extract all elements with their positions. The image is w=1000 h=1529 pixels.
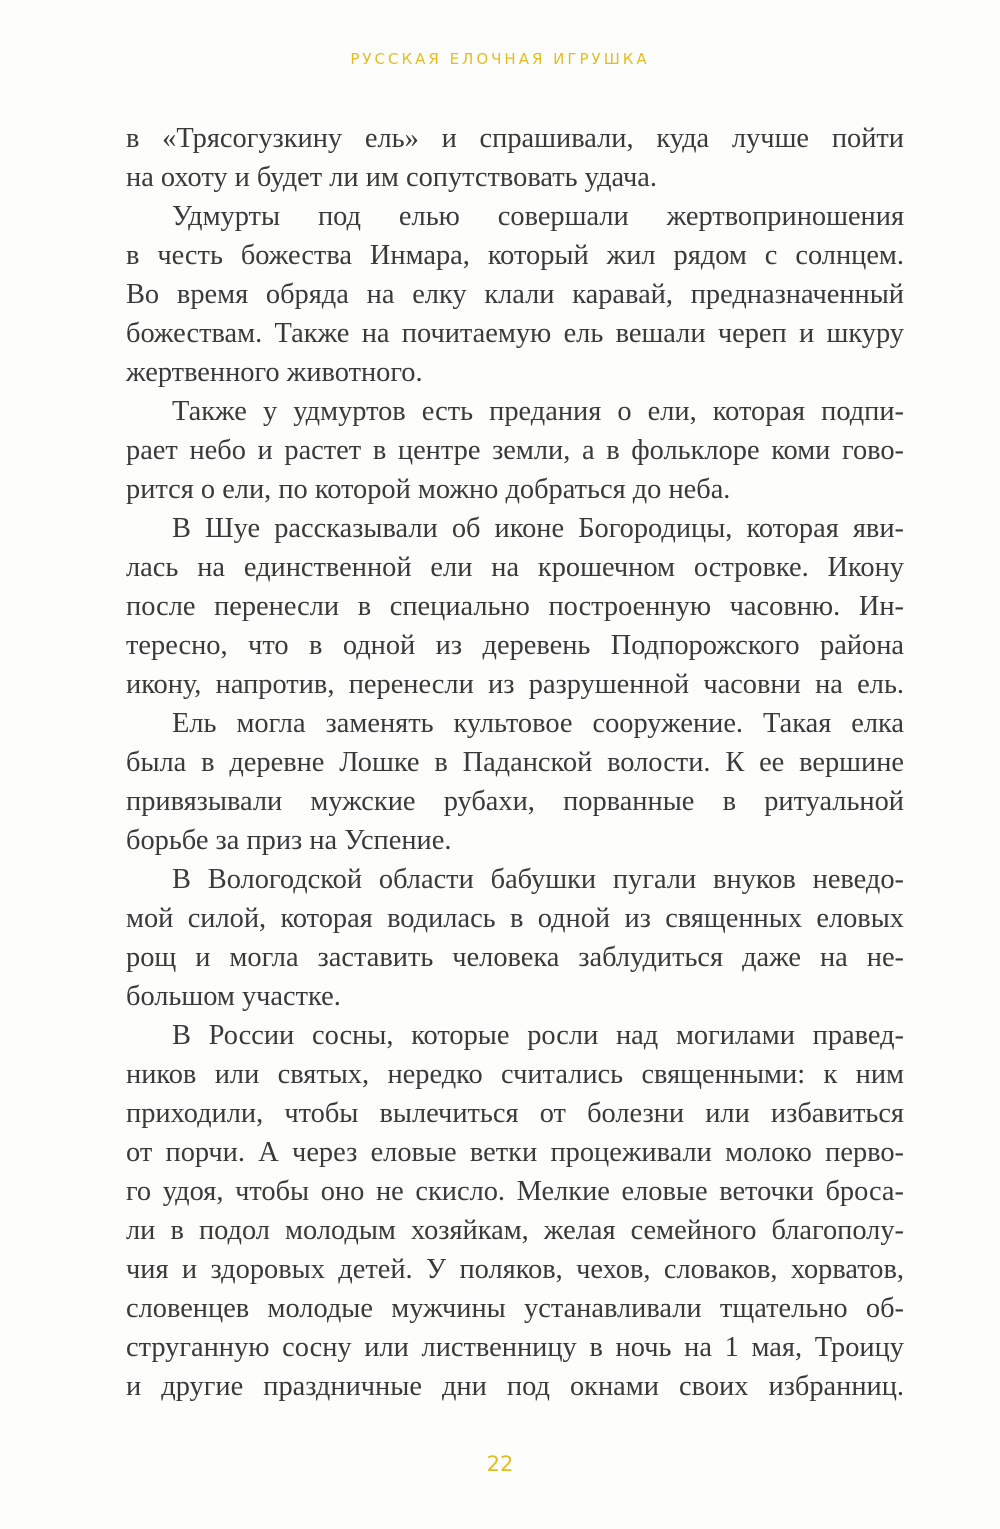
text-line: В Вологодской области бабушки пугали внуков неведо- (172, 864, 904, 895)
paragraph (126, 197, 904, 392)
text-line: жертвенного животного. (126, 357, 423, 388)
text-line: борьбе за приз на Успение. (126, 825, 452, 856)
text-line: приходили, чтобы вылечиться от болезни или избавиться (126, 1098, 904, 1129)
paragraph (126, 119, 904, 197)
text-line: после перенесли в специально построенную часовню. Ин- (126, 591, 904, 622)
text-line: рает небо и растет в центре земли, а в фольклоре коми гово- (126, 435, 904, 466)
text-line: тересно, что в одной из деревень Подпорожского района (126, 630, 904, 661)
text-line: лась на единственной ели на крошечном островке. Икону (126, 552, 904, 583)
text-line: мой силой, которая водилась в одной из священных еловых (126, 903, 904, 934)
text-line: привязывали мужские рубахи, порванные в ритуальной (126, 786, 904, 817)
text-line: рощ и могла заставить человека заблудиться даже на не- (126, 942, 904, 973)
text-line: и другие праздничные дни под окнами своих избранниц. (126, 1371, 904, 1402)
text-line: словенцев молодые мужчины устанавливали тщательно об- (126, 1293, 904, 1324)
text-line: Ель могла заменять культовое сооружение. Такая елка (172, 708, 904, 739)
page-number: 22 (486, 1452, 514, 1476)
text-line: на охоту и будет ли им сопутствовать удача. (126, 162, 657, 193)
text-line: в «Трясогузкину ель» и спрашивали, куда лучше пойти (126, 123, 904, 154)
text-line: ли в подол молодым хозяйкам, желая семейного благополу- (126, 1215, 904, 1246)
paragraph (126, 509, 904, 704)
paragraph (126, 1016, 904, 1406)
text-line: божествам. Также на почитаемую ель вешали череп и шкуру (126, 318, 904, 349)
paragraph (126, 704, 904, 860)
text-line: была в деревне Лошке в Паданской волости. К ее вершине (126, 747, 904, 778)
text-line: икону, напротив, перенесли из разрушенной часовни на ель. (126, 669, 904, 700)
text-line: Во время обряда на елку клали каравай, предназначенный (126, 279, 904, 310)
body-text (126, 119, 904, 1406)
text-line: В России сосны, которые росли над могилами правед- (172, 1020, 904, 1051)
text-line: Удмурты под елью совершали жертвоприношения (172, 201, 904, 232)
text-line: от порчи. А через еловые ветки процеживали молоко перво- (126, 1137, 904, 1168)
text-line: рится о ели, по которой можно добраться до неба. (126, 474, 731, 505)
text-line: в честь божества Инмара, который жил рядом с солнцем. (126, 240, 904, 271)
text-line: чия и здоровых детей. У поляков, чехов, словаков, хорватов, (126, 1254, 904, 1285)
text-line: струганную сосну или лиственницу в ночь на 1 мая, Троицу (126, 1332, 904, 1363)
text-line: ников или святых, нередко считались священными: к ним (126, 1059, 904, 1090)
running-head: РУССКАЯ ЕЛОЧНАЯ ИГРУШКА (350, 50, 650, 68)
text-line: В Шуе рассказывали об иконе Богородицы, которая яви- (172, 513, 904, 544)
text-line: Также у удмуртов есть предания о ели, которая подпи- (172, 396, 904, 427)
paragraph (126, 392, 904, 509)
text-line: го удоя, чтобы оно не скисло. Мелкие еловые веточки броса- (126, 1176, 904, 1207)
text-line: большом участке. (126, 981, 341, 1012)
paragraph (126, 860, 904, 1016)
